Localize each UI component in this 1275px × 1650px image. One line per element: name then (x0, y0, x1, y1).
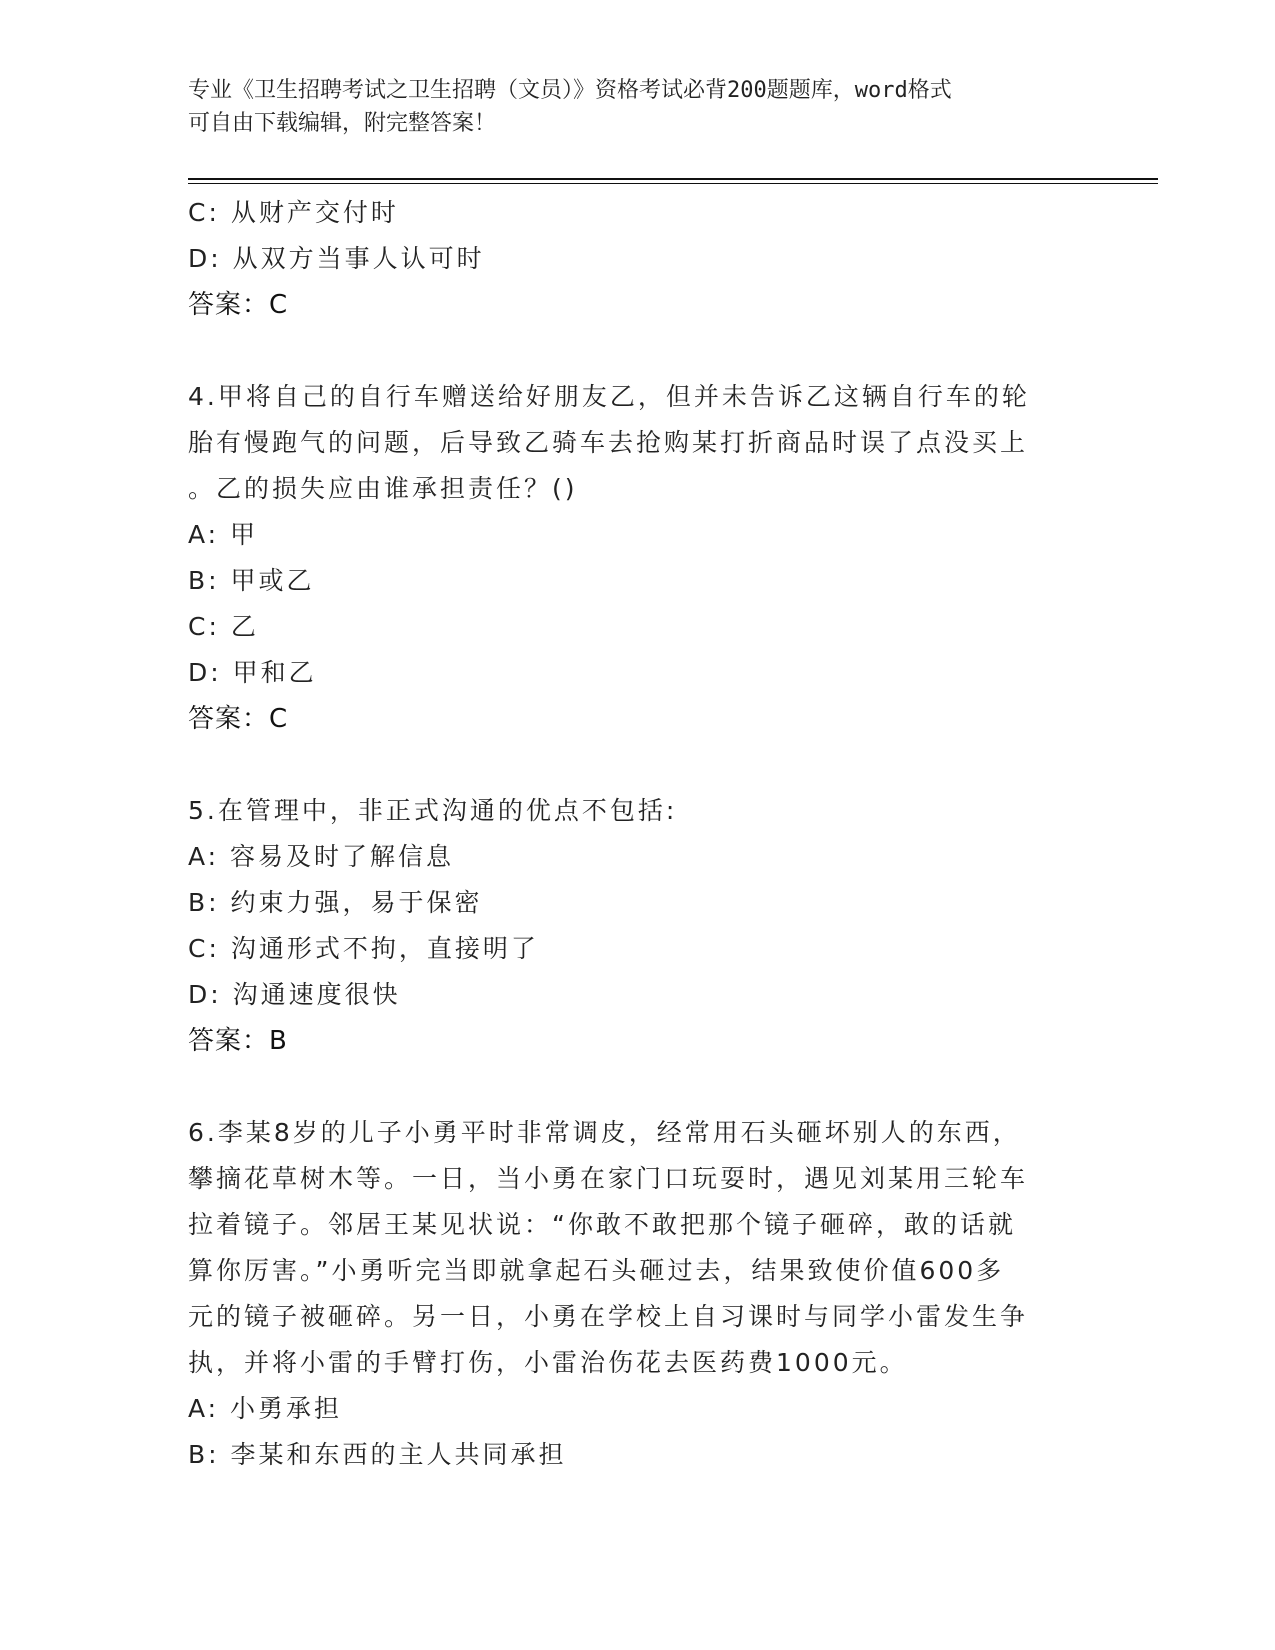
option-a: A: 小勇承担 (188, 1394, 343, 1423)
option-d: D: 从双方当事人认可时 (188, 244, 485, 273)
option-c: C: 乙 (188, 612, 259, 641)
option-d: D: 甲和乙 (188, 658, 317, 687)
question-3-tail (188, 190, 1068, 328)
option-c: C: 沟通形式不拘，直接明了 (188, 934, 539, 963)
option-a: A: 甲 (188, 520, 259, 549)
option-a: A: 容易及时了解信息 (188, 842, 455, 871)
option-b: B: 甲或乙 (188, 566, 315, 595)
question-stem-line: 拉着镜子。邻居王某见状说：“你敢不敢把那个镜子砸碎，敢的话就 (188, 1210, 1016, 1239)
header-divider-thin (188, 183, 1158, 184)
question-stem (188, 788, 1068, 834)
answer-line: 答案：B (188, 1026, 288, 1056)
question-stem (188, 374, 1068, 512)
question-stem (188, 1110, 1068, 1386)
question-stem-line: 5.在管理中，非正式沟通的优点不包括: (188, 796, 678, 825)
question-6 (188, 1110, 1068, 1478)
header-title-line-2: 可自由下载编辑，附完整答案！ (188, 111, 497, 136)
option-b: B: 李某和东西的主人共同承担 (188, 1440, 567, 1469)
question-4 (188, 374, 1068, 742)
question-stem-line: 元的镜子被砸碎。另一日，小勇在学校上自习课时与同学小雷发生争 (188, 1302, 1029, 1331)
document-body (188, 190, 1068, 1478)
question-5 (188, 788, 1068, 1064)
question-stem-line: 攀摘花草树木等。一日，当小勇在家门口玩耍时，遇见刘某用三轮车 (188, 1164, 1029, 1193)
option-b: B: 约束力强，易于保密 (188, 888, 483, 917)
header-title-line-1: 专业《卫生招聘考试之卫生招聘（文员）》资格考试必背200题题库，word格式 (188, 78, 952, 103)
header-divider-thick (188, 178, 1158, 180)
spacer (188, 328, 1068, 374)
question-stem-line: 6.李某8岁的儿子小勇平时非常调皮，经常用石头砸坏别人的东西， (188, 1118, 1021, 1147)
option-d: D: 沟通速度很快 (188, 980, 401, 1009)
question-stem-line: 胎有慢跑气的问题，后导致乙骑车去抢购某打折商品时误了点没买上 (188, 428, 1029, 457)
question-stem-line: 。乙的损失应由谁承担责任？() (188, 474, 578, 503)
answer-line: 答案：C (188, 704, 289, 734)
spacer (188, 742, 1068, 788)
option-c: C: 从财产交付时 (188, 198, 399, 227)
question-stem-line: 执，并将小雷的手臂打伤，小雷治伤花去医药费1000元。 (188, 1348, 908, 1377)
question-stem-line: 算你厉害。”小勇听完当即就拿起石头砸过去，结果致使价值600多 (188, 1256, 1005, 1285)
question-stem-line: 4.甲将自己的自行车赠送给好朋友乙，但并未告诉乙这辆自行车的轮 (188, 382, 1030, 411)
answer-line: 答案：C (188, 290, 289, 320)
spacer (188, 1064, 1068, 1110)
page-header (188, 74, 1088, 140)
